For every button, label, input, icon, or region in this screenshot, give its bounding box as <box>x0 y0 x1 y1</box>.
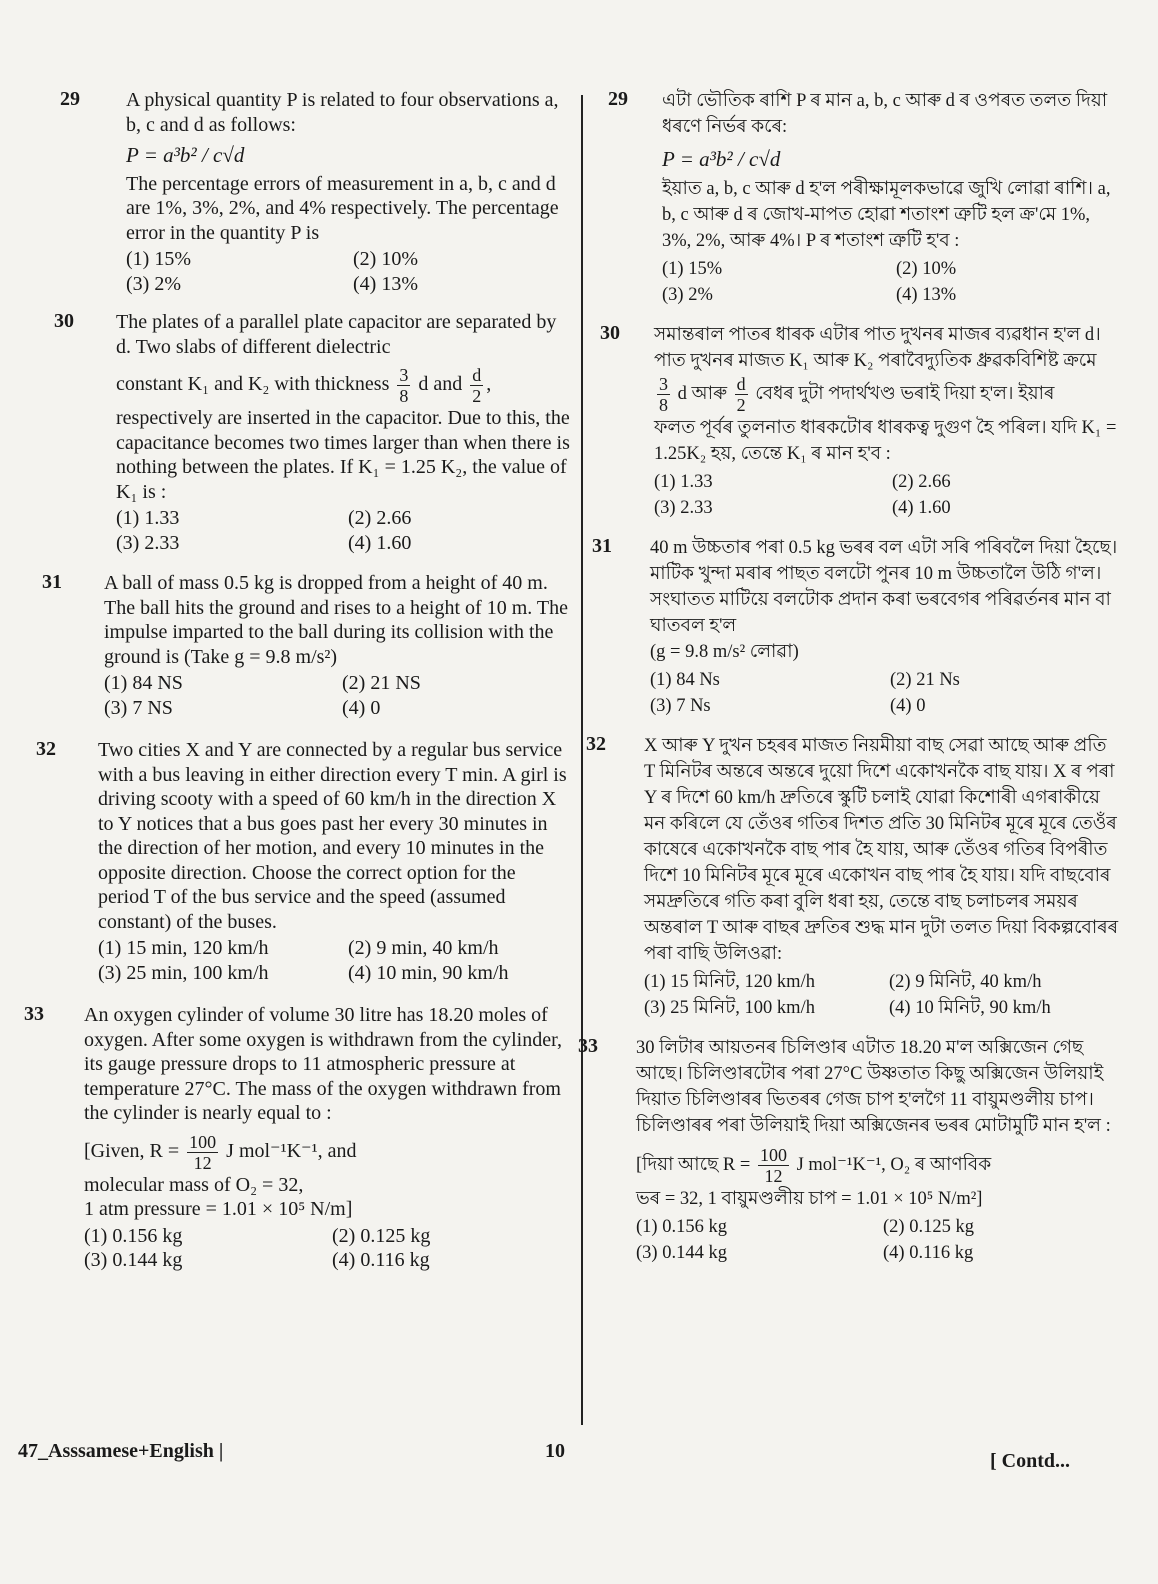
option-2: (2) 10% <box>896 259 957 279</box>
question-32-as <box>586 733 1120 1021</box>
given-line <box>84 1132 570 1173</box>
thickness-line <box>116 365 570 406</box>
question-text: 30 লিটাৰ আয়তনৰ চিলিণ্ডাৰ এটাত 18.20 ম'ল অক্সিজেন গেছ আছে। চিলিণ্ডাৰটোৰ পৰা 27°C উষ্ণতাত কিছু অক্সিজেন উলিয়াই দিয়াত চিলিণ্ডাৰৰ ভিতৰৰ গেজ চাপ হ'লগৈ 11 বায়ুমণ্ডলীয় চাপ। চিলিণ্ডাৰৰ পৰা উলিয়াই দিয়া অক্সিজেনৰ ভৰৰ মোটামুটি মান হ'ল : <box>636 1038 1111 1136</box>
question-text-continued: (g = 9.8 m/s² লোৱা) <box>650 642 799 662</box>
fraction-denominator: 8 <box>659 395 668 415</box>
english-column <box>24 80 570 1287</box>
option-2: (2) 2.66 <box>892 472 951 492</box>
option-2: (2) 2.66 <box>348 507 412 529</box>
option-2: (2) 10% <box>353 248 418 270</box>
fraction-d-2 <box>735 374 748 415</box>
given-line-3: 1 atm pressure = 1.01 × 10⁵ N/m] <box>84 1198 353 1220</box>
booklet-code: 47_Asssamese+English | <box>18 1440 224 1462</box>
fraction-3-8 <box>397 365 410 406</box>
fraction-100-12 <box>758 1145 789 1186</box>
question-text: X আৰু Y দুখন চহৰৰ মাজত নিয়মীয়া বাছ সেৱা আছে আৰু প্ৰতি T মিনিটৰ অন্তৰে অন্তৰে দুয়ো দিশে একোখনকৈ বাছ যায়। X ৰ পৰা Y ৰ দিশে 60 km/h দ্ৰুতিৰে স্কুটি চলাই যোৱা কিশোৰী এগৰাকীয়ে মন কৰিলে যে তেঁওৰ গতিৰ দিশত প্ৰতি 30 মিনিটৰ মূৰে মূৰে তেওঁৰ কাষেৰে একোখনকৈ বাছ পাৰ হৈ যায়, আৰু তেঁওৰ গতিৰ বিপৰীত দিশে 10 মিনিটৰ মূৰে মূৰে একোখন বাছ পাৰ হৈ যায়। যদি বাছবোৰ সমদ্ৰুতিৰে গতি কৰা বুলি ধৰা হয়, তেন্তে বাছ চলাচলৰ সময়ৰ অন্তৰাল T আৰু বাছৰ দ্ৰুতিৰ শুদ্ধ মান দুটা তলত দিয়া বিকল্পবোৰৰ পৰা বাছি উলিওৱা: <box>644 736 1119 964</box>
option-1: (1) 0.156 kg <box>84 1224 183 1247</box>
option-2: (2) 0.125 kg <box>883 1217 974 1237</box>
given-line-2: molecular mass of O₂ = 32, <box>84 1173 304 1196</box>
option-1: (1) 15 মিনিট, 120 km/h <box>644 972 815 992</box>
question-text: Two cities X and Y are connected by a regular bus service with a bus leaving in either direction every T min. A girl is driving scooty with a speed of 60 km/h in the direction X to Y notices that a bus goes past her every 30 minutes in the direction of her motion, and every 10 minutes in the opposite direction. Choose the correct option for the period T of the bus service and the speed (assumed constant) of the buses. <box>98 739 567 933</box>
option-3: (3) 7 NS <box>104 696 173 719</box>
given-text: [Given, R = <box>84 1139 180 1162</box>
option-1: (1) 15 min, 120 km/h <box>98 937 269 959</box>
option-3: (3) 25 min, 100 km/h <box>98 961 269 984</box>
option-1: (1) 15% <box>662 259 723 279</box>
question-number: 32 <box>36 738 56 760</box>
fraction-d-2 <box>470 365 483 406</box>
option-3: (3) 0.144 kg <box>84 1249 183 1271</box>
question-text: An oxygen cylinder of volume 30 litre has 18.20 moles of oxygen. After some oxygen is withdrawn from the cylinder, its gauge pressure drops to 11 atmospheric pressure at temperature 27°C. The mass of the oxygen withdrawn from the cylinder is nearly equal to : <box>84 1004 562 1124</box>
question-text: 40 m উচ্চতাৰ পৰা 0.5 kg ভৰৰ বল এটা সৰি পৰিবলৈ দিয়া হৈছে। মাটিক খুন্দা মৰাৰ পাছত বলটো পুনৰ 10 m উচ্চতালৈ উঠি গ'ল। সংঘাতত মাটিয়ে বলটোক প্ৰদান কৰা ভৰবেগৰ পৰিৱৰ্তনৰ মান বা ঘাতবল হ'ল <box>650 538 1118 636</box>
question-text: এটা ভৌতিক ৰাশি P ৰ মান a, b, c আৰু d ৰ ওপৰত তলত দিয়া ধৰণে নিৰ্ভৰ কৰে: <box>662 91 1108 137</box>
question-text: A physical quantity P is related to four observations a, b, c and d as follows: <box>126 89 559 136</box>
option-2: (2) 9 min, 40 km/h <box>348 937 499 959</box>
option-4: (4) 1.60 <box>892 498 951 518</box>
options <box>126 247 570 296</box>
given-line-2: ভৰ = 32, 1 বায়ুমণ্ডলীয় চাপ = 1.01 × 10⁵ N/m²] <box>636 1189 983 1209</box>
question-number: 29 <box>608 88 628 110</box>
question-number: 33 <box>578 1035 598 1057</box>
option-4: (4) 0.116 kg <box>883 1243 974 1263</box>
question-33-en <box>24 1003 570 1273</box>
question-number: 33 <box>24 1003 44 1025</box>
option-1: (1) 15% <box>126 248 191 270</box>
question-text-continued: The percentage errors of measurement in a, b, c and d are 1%, 3%, 2%, and 4% respectively. The percentage error in the quantity P is <box>126 172 559 244</box>
option-4: (4) 10 min, 90 km/h <box>348 961 509 984</box>
fraction-numerator: d <box>736 374 746 394</box>
comma: , <box>486 373 492 396</box>
thickness-text-2: বেধৰ দুটা পদাৰ্থখণ্ড ভৰাই দিয়া হ'ল। ইয়াৰ <box>755 383 1055 404</box>
options <box>654 469 1120 521</box>
option-3: (3) 7 Ns <box>650 696 711 716</box>
option-1: (1) 0.156 kg <box>636 1217 727 1237</box>
options <box>650 667 1120 719</box>
option-1: (1) 1.33 <box>116 507 180 529</box>
question-number: 30 <box>54 310 74 332</box>
fraction-numerator: 3 <box>659 374 668 394</box>
question-text: সমান্তৰাল পাতৰ ধাৰক এটাৰ পাত দুখনৰ মাজৰ ব্যৱধান হ'ল d। পাত দুখনৰ মাজত K₁ আৰু K₂ পৰাবৈদ্যুতিক ধ্ৰুৱকবিশিষ্ট ক্ৰমে <box>654 325 1101 371</box>
thickness-text-2: d and <box>418 373 463 396</box>
given-line <box>636 1145 1120 1186</box>
question-number: 31 <box>592 535 612 557</box>
question-text: A ball of mass 0.5 kg is dropped from a height of 40 m. The ball hits the ground and rises to a height of 10 m. The impulse imparted to the ball during its collision with the ground is (Take g = 9.8 m/s²) <box>104 572 568 668</box>
option-4: (4) 0 <box>342 696 381 719</box>
fraction-denominator: 12 <box>193 1152 212 1173</box>
question-number: 31 <box>42 571 62 593</box>
option-4: (4) 0.116 kg <box>332 1249 430 1271</box>
question-29-en <box>60 88 570 296</box>
fraction-denominator: 8 <box>399 386 409 406</box>
option-4: (4) 0 <box>890 696 926 716</box>
fraction-100-12 <box>187 1132 218 1173</box>
given-text-2: J mol⁻¹K⁻¹, and <box>226 1139 357 1162</box>
question-30-en <box>54 310 570 555</box>
given-text-2: J mol⁻¹K⁻¹, O₂ ৰ আণবিক <box>796 1154 992 1175</box>
option-3: (3) 2% <box>662 285 713 305</box>
option-3: (3) 2.33 <box>116 531 180 554</box>
option-3: (3) 2.33 <box>654 498 713 518</box>
formula: P = a³b² / c√d <box>662 147 781 171</box>
options <box>662 256 1120 308</box>
fraction-denominator: 12 <box>764 1166 783 1186</box>
given-text: [দিয়া আছে R = <box>636 1154 751 1175</box>
option-2: (2) 9 মিনিট, 40 km/h <box>889 972 1042 992</box>
option-4: (4) 13% <box>896 285 957 305</box>
option-2: (2) 0.125 kg <box>332 1224 431 1247</box>
option-3: (3) 0.144 kg <box>636 1243 727 1263</box>
question-32-en <box>36 738 570 985</box>
question-30-as <box>600 322 1120 521</box>
fraction-denominator: 2 <box>736 395 746 415</box>
option-1: (1) 84 Ns <box>650 670 720 690</box>
question-33-as <box>578 1035 1120 1266</box>
options <box>98 936 570 985</box>
fraction-3-8 <box>657 374 670 415</box>
option-2: (2) 21 NS <box>342 672 421 694</box>
option-2: (2) 21 Ns <box>890 670 960 690</box>
option-3: (3) 2% <box>126 272 181 295</box>
question-text-continued: ইয়াত a, b, c আৰু d হ'ল পৰীক্ষামূলকভাৱে জুখি লোৱা ৰাশি। a, b, c আৰু d ৰ জোখ-মাপত হোৱা শতাংশ ত্ৰুটি হল ক্ৰ'মে 1%, 3%, 2%, আৰু 4%। P ৰ শতাংশ ত্ৰুটি হ'ব : <box>662 179 1111 251</box>
question-31-en <box>42 571 570 720</box>
question-number: 29 <box>60 88 80 110</box>
option-4: (4) 13% <box>353 272 418 295</box>
question-31-as <box>592 535 1120 719</box>
question-number: 32 <box>586 733 606 755</box>
options <box>116 506 570 555</box>
options <box>636 1214 1120 1266</box>
formula: P = a³b² / c√d <box>126 143 245 167</box>
assamese-column <box>578 80 1120 1280</box>
option-4: (4) 1.60 <box>348 531 412 554</box>
column-divider <box>581 95 583 1425</box>
fraction-denominator: 2 <box>472 386 482 406</box>
options <box>644 969 1120 1021</box>
thickness-text: constant K₁ and K₂ with thickness <box>116 373 390 396</box>
thickness-text: d আৰু <box>677 383 728 404</box>
fraction-numerator: 100 <box>189 1131 217 1152</box>
question-number: 30 <box>600 322 620 344</box>
continued-marker: [ Contd... <box>990 1450 1071 1472</box>
option-3: (3) 25 মিনিট, 100 km/h <box>644 998 815 1018</box>
fraction-numerator: d <box>472 365 482 385</box>
question-29-as <box>600 88 1120 308</box>
fraction-numerator: 100 <box>759 1145 787 1165</box>
question-text-continued: respectively are inserted in the capacitor. Due to this, the capacitance becomes two times larger than when there is nothing between the plates. If K₁ = 1.25 K₂, the value of K₁ is : <box>116 407 570 503</box>
option-4: (4) 10 মিনিট, 90 km/h <box>889 998 1051 1018</box>
fraction-numerator: 3 <box>399 365 409 385</box>
question-text: The plates of a parallel plate capacitor are separated by d. Two slabs of different dielectric <box>116 311 557 358</box>
options <box>104 671 570 720</box>
question-text-continued: ফলত পূৰ্বৰ তুলনাত ধাৰকটোৰ ধাৰকত্ব দুগুণ হৈ পৰিল। যদি K₁ = 1.25K₂ হয়, তেন্তে K₁ ৰ মান হ'ব : <box>654 418 1117 464</box>
options <box>84 1224 570 1273</box>
option-1: (1) 84 NS <box>104 672 183 694</box>
page-number: 10 <box>545 1440 565 1462</box>
thickness-line <box>654 374 1120 415</box>
option-1: (1) 1.33 <box>654 472 713 492</box>
